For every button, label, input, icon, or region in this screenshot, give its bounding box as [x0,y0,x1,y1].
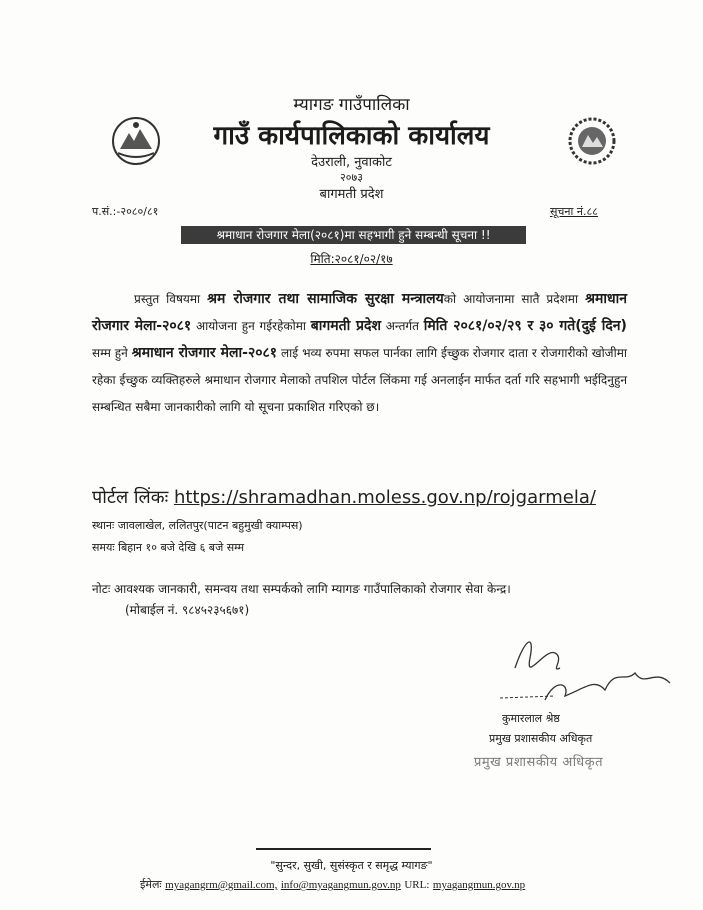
note: नोटः आवश्यक जानकारी, समन्वय तथा सम्पर्कको लागि म्यागङ गाउँपालिकाको रोजगार सेवा केन्द्र। [92,582,511,596]
notice-title: श्रमाधान रोजगार मेला(२०८१)मा सहभागी हुने सम्बन्धी सूचना !! [181,226,526,244]
official-stamp: प्रमुख प्रशासकीय अधिकृत [474,755,604,770]
province-highlight: बागमती प्रदेश [310,318,381,334]
ministry-name: श्रम रोजगार तथा सामाजिक सुरक्षा मन्त्रालय [207,291,444,307]
body-text: आयोजना हुन गईरहेकोमा [195,319,307,333]
established-year: २०७३ [340,171,363,184]
footer-contacts [140,877,525,892]
footer-slogan: "सुन्दर, सुखी, सुसंस्कृत र समृद्ध म्यागङ" [270,859,433,872]
website-link[interactable]: myagangmun.gov.np [432,879,526,891]
portal-label: पोर्टल लिंकः [92,487,169,508]
notice-body [92,286,627,421]
signature-icon [495,628,680,713]
body-text: को आयोजनामा सातै प्रदेशमा [443,292,579,306]
notice-date-text: मिति:२०८१/०२/१७ [310,252,393,266]
portal-link[interactable]: https://shramadhan.moless.gov.np/rojgarmela/ [173,487,596,508]
signatory-title: प्रमुख प्रशासकीय अधिकृत [489,732,593,745]
mobile-number: (मोबाईल नं. ९८४५२३५६७१) [125,603,250,617]
email-label: ईमेलः [140,878,162,891]
email-link[interactable]: myagangrm@gmail.com, [165,879,278,891]
province-name: बागमती प्रदेश [319,187,384,202]
venue: स्थानः जावलाखेल, ललितपुर(पाटन बहुमुखी क्याम्पस) [92,519,303,532]
notice-number: सूचना नं.८८ [550,205,598,218]
url-label: URL: [404,879,430,891]
reference-number: प.सं.:-२०८०/८१ [92,205,159,218]
body-text: अन्तर्गत [385,319,420,333]
body-text: लाई भव्य रुपमा सफल पार्नका लागि ईच्छुक रोजगार दाता र रोजगारीको खोजीमा रहेका ईच्छुक व्यक्तिहरुले श्रमाधान रोजगार मेलाको तपशिल पोर्टल लिंकमा गई अनलाईन मार्फत दर्ता गरि सहभागी भईदिनुहुन सम्बन्धित सबैमा जानकारीको लागि यो सूचना प्रकाशित गरिएको छ। [92,346,627,414]
fair-name: श्रमाधान रोजगार मेला-२०८१ [92,291,628,334]
footer-divider [256,848,431,850]
body-text: सम्म हुने [92,346,128,360]
email-link[interactable]: info@myagangmun.gov.np [280,879,401,891]
time: समयः बिहान १० बजे देखि ६ बजे सम्म [92,541,245,554]
fair-name: श्रमाधान रोजगार मेला-२०८१ [131,345,278,361]
body-text: प्रस्तुत विषयमा [134,292,201,306]
portal-line [92,485,596,509]
office-address: देउराली, नुवाकोट [311,155,392,170]
office-name: गाउँ कार्यपालिकाको कार्यालय [213,121,490,151]
signatory-name: कुमारलाल श्रेष्ठ [502,712,560,725]
notice-date [0,250,703,267]
municipality-name: म्यागङ गाउँपालिका [293,95,410,115]
fair-dates: मिति २०८१/०२/२९ र ३० गते(दुई दिन) [423,318,627,334]
